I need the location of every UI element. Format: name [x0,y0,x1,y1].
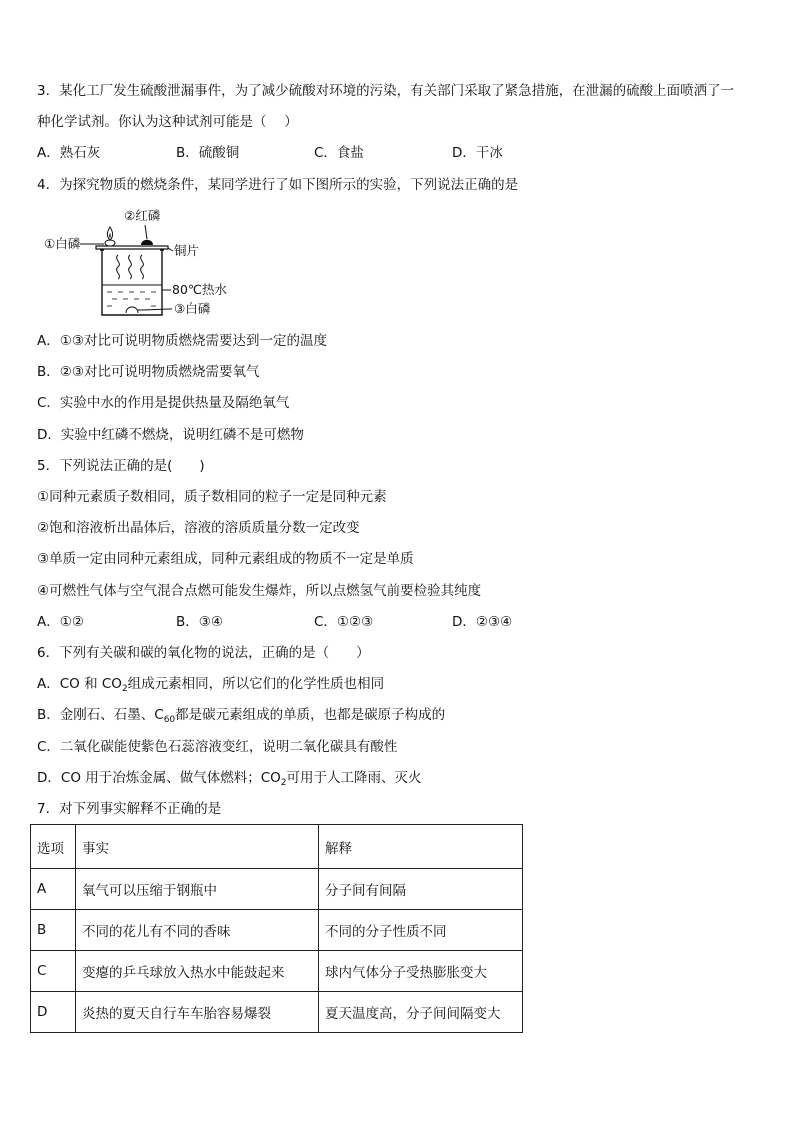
q5-stem: 5．下列说法正确的是( ) [37,458,205,474]
q6-option-b: B．金刚石、石墨、$C_{60}$都是碳元素组成的单质，也都是碳原子构成的 [37,707,446,725]
table-row [31,951,523,992]
copper-leader-line [168,248,173,251]
copper-sheet [96,246,168,249]
label-red-phosphorus: ②红磷 [124,208,161,223]
q3-option-a: A．熟石灰 [37,145,101,161]
vapor-curl-left [117,255,120,279]
q6-option-c: C．二氧化碳能使紫色石蕊溶液变红，说明二氧化碳具有酸性 [37,739,398,755]
q4-option-b: B．②③对比可说明物质燃烧需要氧气 [37,364,260,380]
table-header-row [31,825,523,869]
header-fact: 事实 [76,825,319,869]
table-row [31,910,523,951]
beaker [102,250,162,315]
row-option: B [31,910,76,951]
row-fact: 不同的花儿有不同的香味 [76,910,319,951]
table-row [31,992,523,1033]
q5-option-d: D．②③④ [452,614,513,630]
q5-statement-2: ②饱和溶液析出晶体后，溶液的溶质质量分数一定改变 [37,520,360,536]
label-white-phosphorus-top: ①白磷 [44,236,81,251]
q3-stem-line2: 种化学试剂。你认为这种试剂可能是（ ） [37,114,298,130]
red-phosphorus-on-sheet [141,240,153,245]
q6-stem: 6．下列有关碳和碳的氧化物的说法，正确的是（ ） [37,645,370,661]
header-option: 选项 [31,825,76,869]
submerged-phosphorus-leader-line [138,309,172,310]
q3-option-b: B．硫酸铜 [176,145,240,161]
header-explanation: 解释 [319,825,523,869]
q3-stem-line1: 3．某化工厂发生硫酸泄漏事件，为了减少硫酸对环境的污染，有关部门采取了紧急措施，在泄漏的硫酸上面喷洒了一 [37,83,735,99]
water-pattern [107,292,156,306]
q4-option-a: A．①③对比可说明物质燃烧需要达到一定的温度 [37,333,327,349]
q3-option-c: C．食盐 [314,145,364,161]
row-fact: 氧气可以压缩于钢瓶中 [76,869,319,910]
submerged-white-phosphorus [126,307,138,313]
label-hot-water: 80℃热水 [172,282,227,297]
row-explanation: 夏天温度高，分子间间隔变大 [319,992,523,1033]
white-phosphorus-on-sheet [105,240,115,246]
q5-statement-3: ③单质一定由同种元素组成，同种元素组成的物质不一定是单质 [37,551,414,567]
row-fact: 变瘪的乒乓球放入热水中能鼓起来 [76,951,319,992]
label-copper-sheet: 铜片 [174,243,200,258]
row-option: A [31,869,76,910]
q4-option-d: D．实验中红磷不燃烧，说明红磷不是可燃物 [37,427,304,443]
row-fact: 炎热的夏天自行车车胎容易爆裂 [76,992,319,1033]
q5-statement-4: ④可燃性气体与空气混合点燃可能发生爆炸，所以点燃氢气前要检验其纯度 [37,583,482,599]
row-explanation: 分子间有间隔 [319,869,523,910]
row-explanation: 球内气体分子受热膨胀变大 [319,951,523,992]
q5-statement-1: ①同种元素质子数相同，质子数相同的粒子一定是同种元素 [37,489,387,505]
q5-option-c: C．①②③ [314,614,374,630]
row-option: D [31,992,76,1033]
q7-stem: 7．对下列事实解释不正确的是 [37,801,222,817]
q4-stem: 4．为探究物质的燃烧条件，某同学进行了如下图所示的实验，下列说法正确的是 [37,177,519,193]
vapor-curl-middle [129,255,132,279]
vapor-curl-right [141,255,144,279]
combustion-experiment-figure [40,203,240,321]
label-white-phosphorus-bottom: ③白磷 [174,301,211,316]
q6-option-a: A．CO 和 $CO_2$组成元素相同，所以它们的化学性质也相同 [37,676,385,694]
red-phosphorus-leader-line [145,225,147,239]
table-row [31,869,523,910]
row-option: C [31,951,76,992]
row-explanation: 不同的分子性质不同 [319,910,523,951]
q5-option-b: B．③④ [176,614,223,630]
q7-facts-table [30,824,523,1033]
q6-option-d: D．CO 用于冶炼金属、做气体燃料；$CO_2$可用于人工降雨、灭火 [37,770,422,788]
q3-option-d: D．干冰 [452,145,503,161]
q4-option-c: C．实验中水的作用是提供热量及隔绝氧气 [37,395,290,411]
q5-option-a: A．①② [37,614,84,630]
